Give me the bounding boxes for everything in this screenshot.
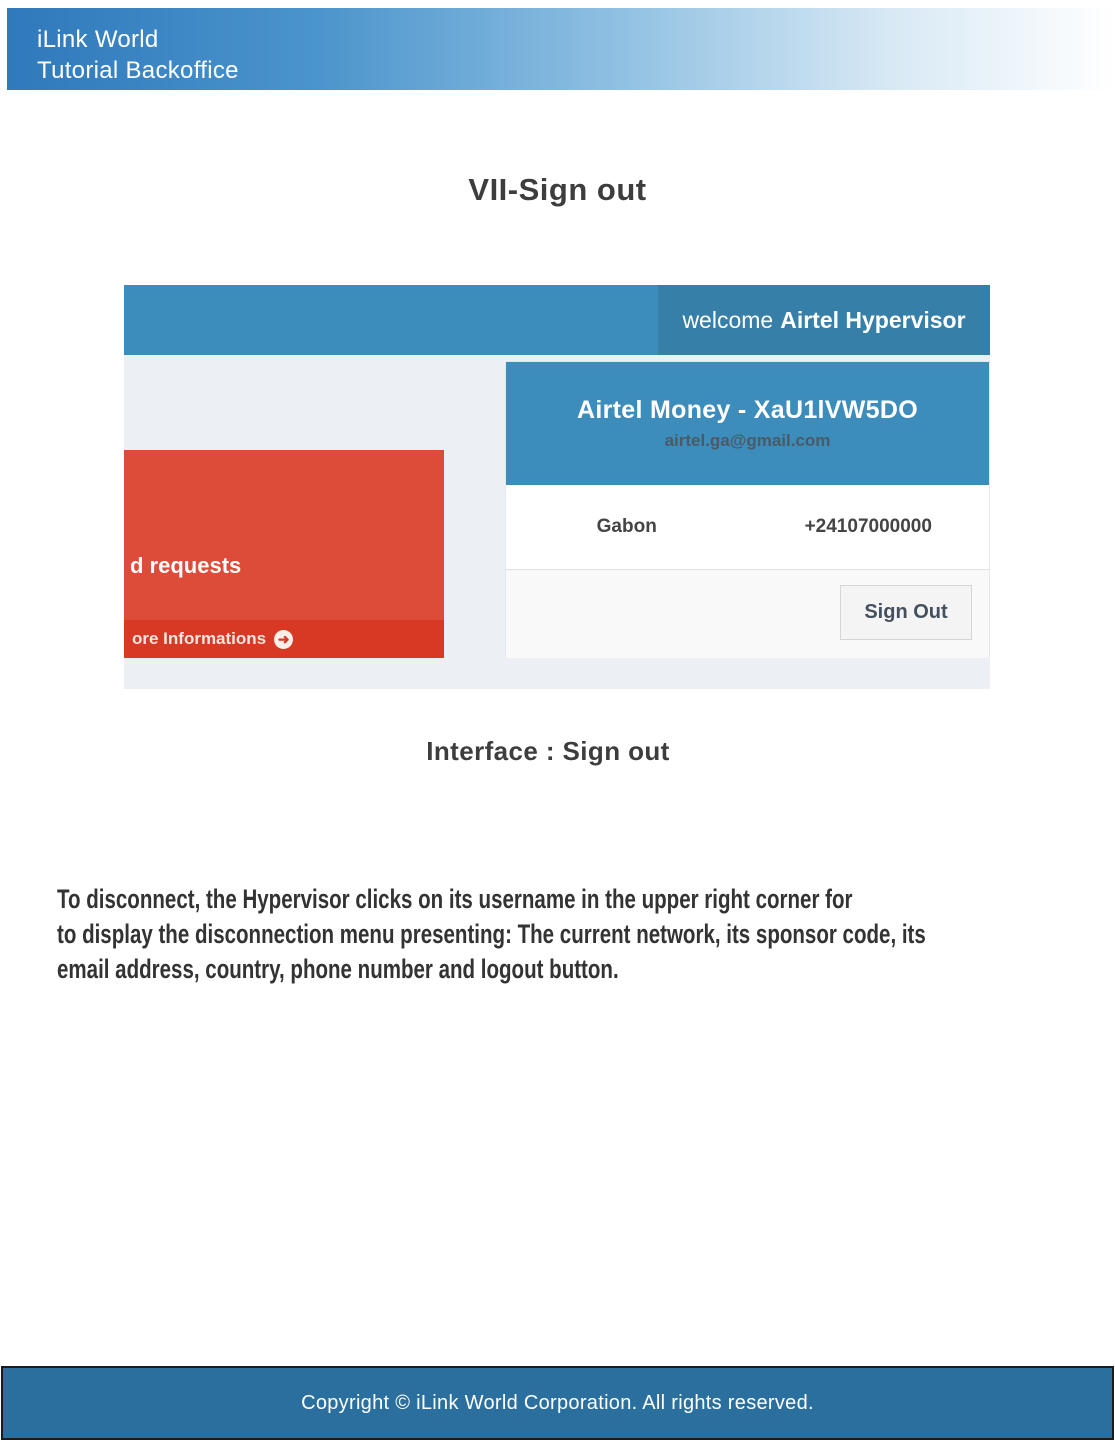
body-line-1: To disconnect, the Hypervisor clicks on its username in the upper right corner for [57,884,853,914]
more-informations-link[interactable] [124,620,444,658]
user-country: Gabon [596,516,657,537]
screenshot-caption: Interface : Sign out [426,736,670,766]
arrow-circle-right-icon: ➜ [274,630,293,649]
user-email: airtel.ga@gmail.com [664,431,831,450]
username-label: Airtel Hypervisor [780,306,966,333]
navbar [124,285,990,355]
body-line-3: email address, country, phone number and logout button. [57,954,619,984]
user-panel-footer [506,569,989,658]
brand-subtitle: Tutorial Backoffice [37,57,239,84]
page-title: VII-Sign out [468,172,647,207]
network-sponsor-code: Airtel Money - XaU1lVW5DO [577,396,918,424]
sign-out-button[interactable]: Sign Out [840,585,972,640]
user-menu-toggle[interactable] [658,285,990,355]
user-panel-header [506,362,989,485]
user-panel-body [506,485,989,569]
requests-box-title: d requests [130,553,242,578]
requests-box [124,450,444,658]
welcome-label: welcome [682,306,774,333]
copyright-footer: Copyright © iLink World Corporation. All rights reserved. [1,1366,1114,1440]
user-phone: +24107000000 [804,516,932,537]
brand-title: iLink World [37,26,159,53]
document-header [7,8,1115,90]
more-informations-label: ore Informations [132,629,267,648]
body-line-2: to display the disconnection menu presenting: The current network, its sponsor code, its [57,919,926,949]
backoffice-screenshot [124,285,990,689]
body-paragraph [57,882,1045,987]
user-dropdown-panel [505,361,990,657]
